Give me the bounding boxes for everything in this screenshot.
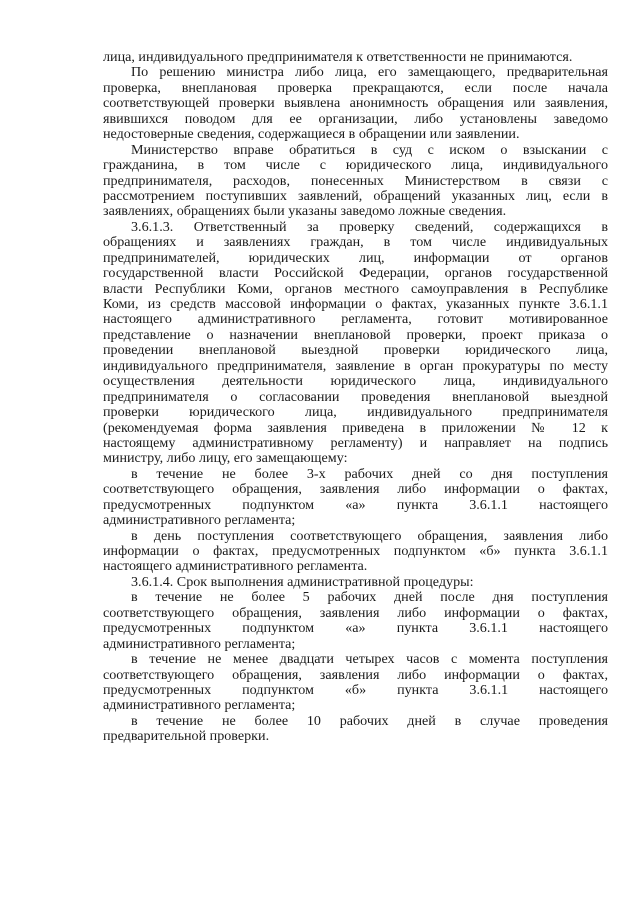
text-line: недостоверные сведения, содержащиеся в обращении или заявлении. [103, 127, 520, 143]
text-line: в течение не менее двадцати четырех часов с момента поступления [131, 652, 608, 668]
text-line: гражданина, в том числе с юридического лица, индивидуального [103, 158, 608, 174]
text-line: настоящего административного регламента, готовит мотивированное [103, 312, 608, 328]
text-line: административного регламента; [103, 698, 296, 714]
text-line: информации о фактах, предусмотренных подпунктом «б» пункта 3.6.1.1 [103, 544, 608, 559]
text-line: соответствующего обращения, заявления либо информации о фактах, [103, 667, 608, 683]
text-line: предпринимателей, юридических лиц, информации от органов [103, 250, 608, 266]
text-line: предусмотренных подпунктом «а» пункта 3.6.1.1 настоящего [103, 497, 608, 513]
text-line: настоящего административного регламента. [103, 559, 368, 575]
text-line: предпринимателя, расходов, понесенных Министерством в связи с [103, 173, 608, 189]
text-line: соответствующего обращения, заявления либо информации о фактах, [103, 482, 608, 498]
text-line: осуществления деятельности юридического лица, индивидуального [103, 374, 608, 390]
text-line: соответствующего обращения, заявления либо информации о фактах, [103, 605, 608, 621]
text-line: (рекомендуемая форма заявления приведена в приложении № 12 к [103, 420, 608, 436]
text-line: Коми, из средств массовой информации о фактах, указанных пункте 3.6.1.1 [103, 297, 608, 312]
text-line: власти Республики Коми, органов местного самоуправления в Республике [103, 281, 608, 297]
text-line: 3.6.1.3. Ответственный за проверку сведений, содержащихся в [131, 219, 608, 235]
text-line: в течение не более 5 рабочих дней после дня поступления [131, 590, 608, 606]
text-line: индивидуального предпринимателя, заявление в орган прокуратуры по месту [103, 358, 608, 374]
text-line: в течение не более 3-х рабочих дней со дня поступления [131, 466, 608, 482]
text-line: проверки юридического лица, индивидуального предпринимателя [103, 405, 608, 421]
text-line: в день поступления соответствующего обращения, заявления либо [131, 528, 608, 544]
text-line: предпринимателя о согласовании проведения внеплановой выездной [103, 389, 608, 405]
text-line: явившихся поводом для ее организации, либо установлены заведомо [103, 111, 608, 127]
text-line: предусмотренных подпунктом «б» пункта 3.6.1.1 настоящего [103, 682, 608, 698]
text-line: заявлениях, обращениях были указаны заведомо ложные сведения. [103, 204, 507, 220]
text-line: административного регламента; [103, 636, 296, 652]
text-line: министру, либо лицу, его замещающему: [103, 451, 348, 467]
text-line: представление о назначении внеплановой проверки, проект приказа о [103, 327, 608, 343]
text-line: административного регламента; [103, 513, 296, 529]
text-line: соответствующей проверки выявлена анонимность обращения или заявления, [103, 96, 608, 112]
text-line: лица, индивидуального предпринимателя к ответственности не принимаются. [103, 50, 573, 65]
text-line: государственной власти Российской Федерации, органов государственной [103, 266, 608, 282]
text-line: Министерство вправе обратиться в суд с иском о взыскании с [131, 142, 608, 158]
text-line: предусмотренных подпунктом «а» пункта 3.6.1.1 настоящего [103, 621, 608, 637]
text-line: в течение не более 10 рабочих дней в случае проведения [131, 713, 608, 729]
text-line: настоящему административному регламенту) и направляет на подпись [103, 435, 608, 451]
text-line: предварительной проверки. [103, 729, 270, 745]
text-line: 3.6.1.4. Срок выполнения административной процедуры: [131, 574, 474, 590]
text-line: обращениях и заявлениях граждан, в том числе индивидуальных [103, 235, 608, 251]
text-line: По решению министра либо лица, его замещающего, предварительная [131, 65, 608, 81]
text-line: рассмотрением поступивших заявлений, обращений указанных лиц, если в [103, 188, 608, 204]
text-line: проведении внеплановой выездной проверки юридического лица, [103, 343, 608, 359]
document-body [103, 50, 608, 745]
text-line: проверка, внеплановая проверка прекращаются, если после начала [103, 80, 608, 96]
